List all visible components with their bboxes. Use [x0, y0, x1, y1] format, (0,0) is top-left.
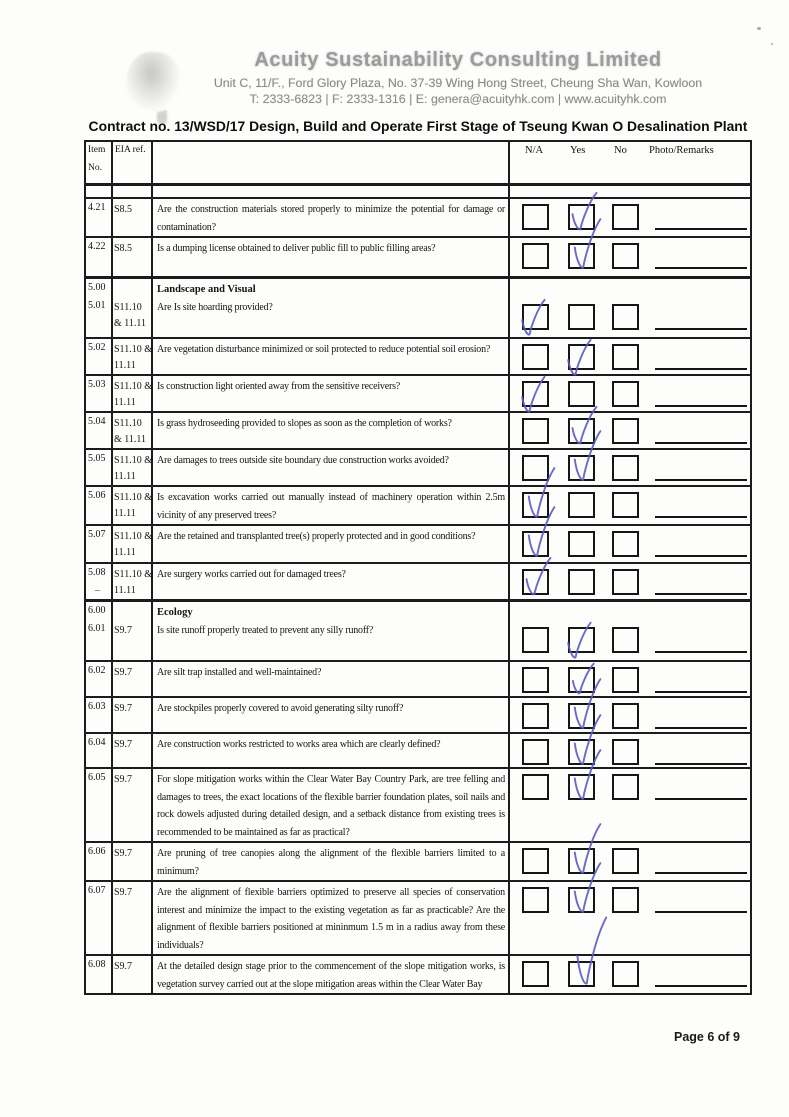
- checkbox-no: [612, 418, 639, 444]
- table-row: [86, 413, 750, 450]
- eia-ref-cell: S9.7: [113, 956, 153, 993]
- table-row: [86, 487, 750, 526]
- checkbox-yes: [568, 887, 595, 913]
- checkbox-na: [522, 848, 549, 874]
- checkbox-no: [612, 455, 639, 481]
- question-text: For slope mitigation works within the Clear Water Bay Country Park, are tree felling and damages to trees, the exact locations of the flexible barrier foundation plates, soil nails and rock dowels adjusted during detailed design, and a setback distance from existing trees is recommended to be maintained as far as practical?: [157, 774, 505, 838]
- answer-cell: [510, 564, 750, 599]
- table-row: [86, 662, 750, 698]
- header-na-label: N/A: [525, 145, 544, 156]
- header-eia-ref: EIA ref.: [113, 142, 153, 183]
- item-no-cell: [86, 186, 113, 197]
- question-cell: [153, 843, 510, 880]
- item-no-cell: 6.08: [86, 956, 113, 993]
- section-title: Ecology: [157, 607, 193, 618]
- checkmark-icon: [570, 218, 602, 274]
- eia-ref-cell: S9.7: [113, 662, 153, 696]
- company-contact: T: 2333-6823 | F: 2333-1316 | E: genera@acuityhk.com | www.acuityhk.com: [249, 92, 667, 106]
- checkbox-na: [522, 381, 549, 407]
- company-address: Unit C, 11/F., Ford Glory Plaza, No. 37-39 Wing Hong Street, Cheung Sha Wan, Kowloon: [213, 76, 703, 90]
- checkbox-no: [612, 304, 639, 330]
- remarks-line: [655, 479, 747, 481]
- checkmark-icon: [564, 339, 592, 379]
- eia-ref-cell: S9.7: [113, 698, 153, 732]
- checkbox-na: [522, 243, 549, 269]
- item-no-cell: 6.04: [86, 734, 113, 767]
- scan-artifact-dot: [757, 27, 761, 30]
- letterhead: [183, 49, 733, 106]
- question-cell: [153, 339, 510, 374]
- checkbox-no: [612, 667, 639, 693]
- header-yes-label: Yes: [570, 145, 586, 156]
- remarks-line: [655, 651, 747, 653]
- remarks-line: [655, 593, 747, 595]
- question-cell: [153, 526, 510, 562]
- remarks-line: [655, 516, 747, 518]
- checkbox-na: [522, 961, 549, 987]
- remarks-line: [655, 555, 747, 557]
- table-header-row: [86, 142, 750, 186]
- checkbox-no: [612, 569, 639, 595]
- eia-ref-cell: S11.10 & 11.11: [113, 487, 153, 524]
- question-text: Are the construction materials stored properly to minimize the potential for damage or contamination?: [157, 204, 505, 233]
- checkbox-yes: [568, 344, 595, 370]
- stray-pen-mark: –: [95, 585, 100, 596]
- table-row: [86, 526, 750, 564]
- remarks-line: [655, 267, 747, 269]
- question-cell: [153, 698, 510, 732]
- item-no-cell: 5.05: [86, 450, 113, 485]
- remarks-line: [655, 442, 747, 444]
- checkbox-na: [522, 304, 549, 330]
- checkmark-icon: [564, 622, 592, 662]
- question-cell: [153, 376, 510, 411]
- header-answer-columns: [510, 142, 750, 183]
- question-text: Is excavation works carried out manually instead of machinery operation within 2.5m vicinity of any preserved trees?: [157, 492, 505, 521]
- question-cell: [153, 413, 510, 448]
- item-no-cell: 5.03: [86, 376, 113, 411]
- answer-cell: [510, 199, 750, 236]
- answer-cell: [510, 279, 750, 337]
- item-no-cell: 5.04: [86, 413, 113, 448]
- remarks-line: [655, 691, 747, 693]
- question-cell: [153, 186, 510, 197]
- table-row: [86, 956, 750, 995]
- table-row: [86, 279, 750, 339]
- question-text: Are construction works restricted to works area which are clearly defined?: [157, 739, 441, 750]
- checkmark-icon: [572, 916, 608, 992]
- answer-cell: [510, 339, 750, 374]
- answer-cell: [510, 734, 750, 767]
- checkbox-na: [522, 418, 549, 444]
- section-title: Landscape and Visual: [157, 284, 256, 295]
- eia-ref-cell: S8.5: [113, 199, 153, 236]
- table-row: [86, 376, 750, 413]
- answer-cell: [510, 882, 750, 954]
- eia-ref-cell: S11.10 & 11.11: [113, 564, 153, 599]
- checkbox-yes: [568, 492, 595, 518]
- item-no-cell: 5.00 5.01: [86, 279, 113, 337]
- checkbox-na: [522, 531, 549, 557]
- document-title: Contract no. 13/WSD/17 Design, Build and Operate First Stage of Tseung Kwan O Desalination Plant: [88, 118, 748, 134]
- answer-cell: [510, 956, 750, 993]
- checkbox-no: [612, 887, 639, 913]
- item-no-cell: 4.21: [86, 199, 113, 236]
- question-text: Are Is site hoarding provided?: [157, 301, 273, 313]
- eia-ref-cell: S9.7: [113, 734, 153, 767]
- checkbox-no: [612, 492, 639, 518]
- question-cell: [153, 734, 510, 767]
- question-text: Is grass hydroseeding provided to slopes as soon as the completion of works?: [157, 418, 452, 429]
- answer-cell: [510, 843, 750, 880]
- checkbox-yes: [568, 774, 595, 800]
- checkmark-icon: [524, 506, 556, 562]
- eia-ref-cell: S9.7: [113, 882, 153, 954]
- table-row: [86, 769, 750, 843]
- item-no-cell: 5.02: [86, 339, 113, 374]
- eia-ref-cell: S9.7: [113, 602, 153, 660]
- checklist-table: [84, 140, 752, 995]
- checkmark-icon: [522, 557, 552, 599]
- checkbox-no: [612, 961, 639, 987]
- checkbox-na: [522, 887, 549, 913]
- answer-cell: [510, 413, 750, 448]
- question-text: Are the alignment of flexible barriers optimized to preserve all species of conservation interest and minimize the impact to the existing vegetation as far as practicable? Are the alignment of flexible barriers positioned at mininmum 1.5 m in a radius away from these individuals?: [157, 887, 505, 951]
- remarks-line: [655, 798, 747, 800]
- remarks-line: [655, 405, 747, 407]
- question-text: Are damages to trees outside site boundary due construction works avoided?: [157, 455, 449, 466]
- checkbox-na: [522, 774, 549, 800]
- question-cell: [153, 450, 510, 485]
- checkbox-na: [522, 667, 549, 693]
- scan-artifact-dot: [771, 43, 773, 45]
- question-text: Are stockpiles properly covered to avoid generating silty runoff?: [157, 703, 404, 714]
- header-item-line1: Item: [88, 145, 106, 155]
- question-text: Are vegetation disturbance minimized or soil protected to reduce potential soil erosion?: [157, 344, 491, 355]
- header-item-line2: No.: [88, 163, 102, 173]
- checkbox-na: [522, 569, 549, 595]
- table-row: [86, 186, 750, 199]
- checkbox-yes: [568, 961, 595, 987]
- question-cell: [153, 662, 510, 696]
- remarks-line: [655, 985, 747, 987]
- checkbox-yes: [568, 243, 595, 269]
- question-cell: [153, 279, 510, 337]
- table-row: [86, 698, 750, 734]
- question-cell: [153, 238, 510, 276]
- table-row: [86, 238, 750, 279]
- question-cell: [153, 602, 510, 660]
- remarks-line: [655, 228, 747, 230]
- remarks-line: [655, 911, 747, 913]
- table-row: [86, 339, 750, 376]
- checkmark-icon: [518, 376, 546, 416]
- table-row: [86, 564, 750, 602]
- table-row: [86, 843, 750, 882]
- item-no-cell: 6.03: [86, 698, 113, 732]
- eia-ref-cell: S11.10 & 11.11: [113, 413, 153, 448]
- item-no-cell: 6.02: [86, 662, 113, 696]
- table-row: [86, 199, 750, 238]
- question-text: Is construction light oriented away from the sensitive receivers?: [157, 381, 401, 392]
- eia-ref-cell: S11.10 & 11.11: [113, 376, 153, 411]
- eia-ref-cell: S9.7: [113, 769, 153, 841]
- checkbox-yes: [568, 531, 595, 557]
- company-logo-stamp-icon: [127, 52, 181, 112]
- checkbox-no: [612, 703, 639, 729]
- question-text: Are the retained and transplanted tree(s) properly protected and in good conditions?: [157, 531, 476, 542]
- question-cell: [153, 487, 510, 524]
- checkbox-yes: [568, 381, 595, 407]
- checkbox-na: [522, 627, 549, 653]
- eia-ref-cell: S11.10 & 11.11: [113, 339, 153, 374]
- question-cell: [153, 956, 510, 993]
- answer-cell: [510, 769, 750, 841]
- checkbox-yes: [568, 304, 595, 330]
- answer-cell: [510, 698, 750, 732]
- answer-cell: [510, 602, 750, 660]
- checkbox-na: [522, 739, 549, 765]
- checkbox-no: [612, 774, 639, 800]
- item-no-cell: 6.07: [86, 882, 113, 954]
- checkbox-na: [522, 204, 549, 230]
- eia-ref-cell: S11.10 & 11.11: [113, 450, 153, 485]
- header-no-label: No: [614, 145, 627, 156]
- remarks-line: [655, 727, 747, 729]
- question-cell: [153, 769, 510, 841]
- checkbox-yes: [568, 455, 595, 481]
- question-text: At the detailed design stage prior to the commencement of the slope mitigation works, is vegetation survey carried out at the slope mitigation areas within the Clear Water Bay: [157, 961, 505, 990]
- item-no-cell: 5.08 –: [86, 564, 113, 599]
- page-number: Page 6 of 9: [674, 1030, 740, 1044]
- question-text: Is site runoff properly treated to prevent any silly runoff?: [157, 624, 374, 636]
- remarks-line: [655, 328, 747, 330]
- checkmark-icon: [518, 299, 546, 339]
- question-cell: [153, 199, 510, 236]
- question-text: Are silt trap installed and well-maintained?: [157, 667, 322, 678]
- header-question-column: [153, 142, 510, 183]
- eia-ref-cell: S11.10 & 11.11: [113, 279, 153, 337]
- answer-cell: [510, 238, 750, 276]
- item-no-cell: 5.07: [86, 526, 113, 562]
- item-no-cell: 6.05: [86, 769, 113, 841]
- checkmark-icon: [570, 749, 602, 805]
- company-name: Acuity Sustainability Consulting Limited: [254, 49, 662, 71]
- checkbox-no: [612, 531, 639, 557]
- table-row: [86, 602, 750, 662]
- header-item-no: [86, 142, 113, 183]
- checkbox-yes: [568, 627, 595, 653]
- question-text: Is a dumping license obtained to deliver public fill to public filling areas?: [157, 243, 436, 254]
- item-no-cell: 6.06: [86, 843, 113, 880]
- checkbox-na: [522, 703, 549, 729]
- checkbox-yes: [568, 569, 595, 595]
- table-body: [86, 186, 750, 995]
- question-text: Are surgery works carried out for damaged trees?: [157, 569, 346, 580]
- checkbox-no: [612, 204, 639, 230]
- checkbox-no: [612, 739, 639, 765]
- answer-cell: [510, 662, 750, 696]
- question-cell: [153, 882, 510, 954]
- checkbox-no: [612, 848, 639, 874]
- eia-ref-cell: S11.10 & 11.11: [113, 526, 153, 562]
- remarks-line: [655, 872, 747, 874]
- question-cell: [153, 564, 510, 599]
- table-row: [86, 450, 750, 487]
- item-no-cell: 5.06: [86, 487, 113, 524]
- checkbox-no: [612, 344, 639, 370]
- eia-ref-cell: S9.7: [113, 843, 153, 880]
- remarks-line: [655, 763, 747, 765]
- question-text: Are pruning of tree canopies along the alignment of the flexible barriers limited to a minimum?: [157, 848, 505, 877]
- checkbox-no: [612, 243, 639, 269]
- item-no-cell: 4.22: [86, 238, 113, 276]
- header-remarks-label: Photo/Remarks: [649, 145, 714, 156]
- answer-cell: [510, 186, 750, 197]
- eia-ref-cell: [113, 186, 153, 197]
- checkmark-icon: [570, 862, 602, 918]
- table-row: [86, 734, 750, 769]
- eia-ref-cell: S8.5: [113, 238, 153, 276]
- checkbox-no: [612, 627, 639, 653]
- remarks-line: [655, 368, 747, 370]
- checkmark-icon: [570, 430, 602, 486]
- table-row: [86, 882, 750, 956]
- checkbox-na: [522, 344, 549, 370]
- item-no-cell: 6.00 6.01: [86, 602, 113, 660]
- answer-cell: [510, 376, 750, 411]
- checkbox-no: [612, 381, 639, 407]
